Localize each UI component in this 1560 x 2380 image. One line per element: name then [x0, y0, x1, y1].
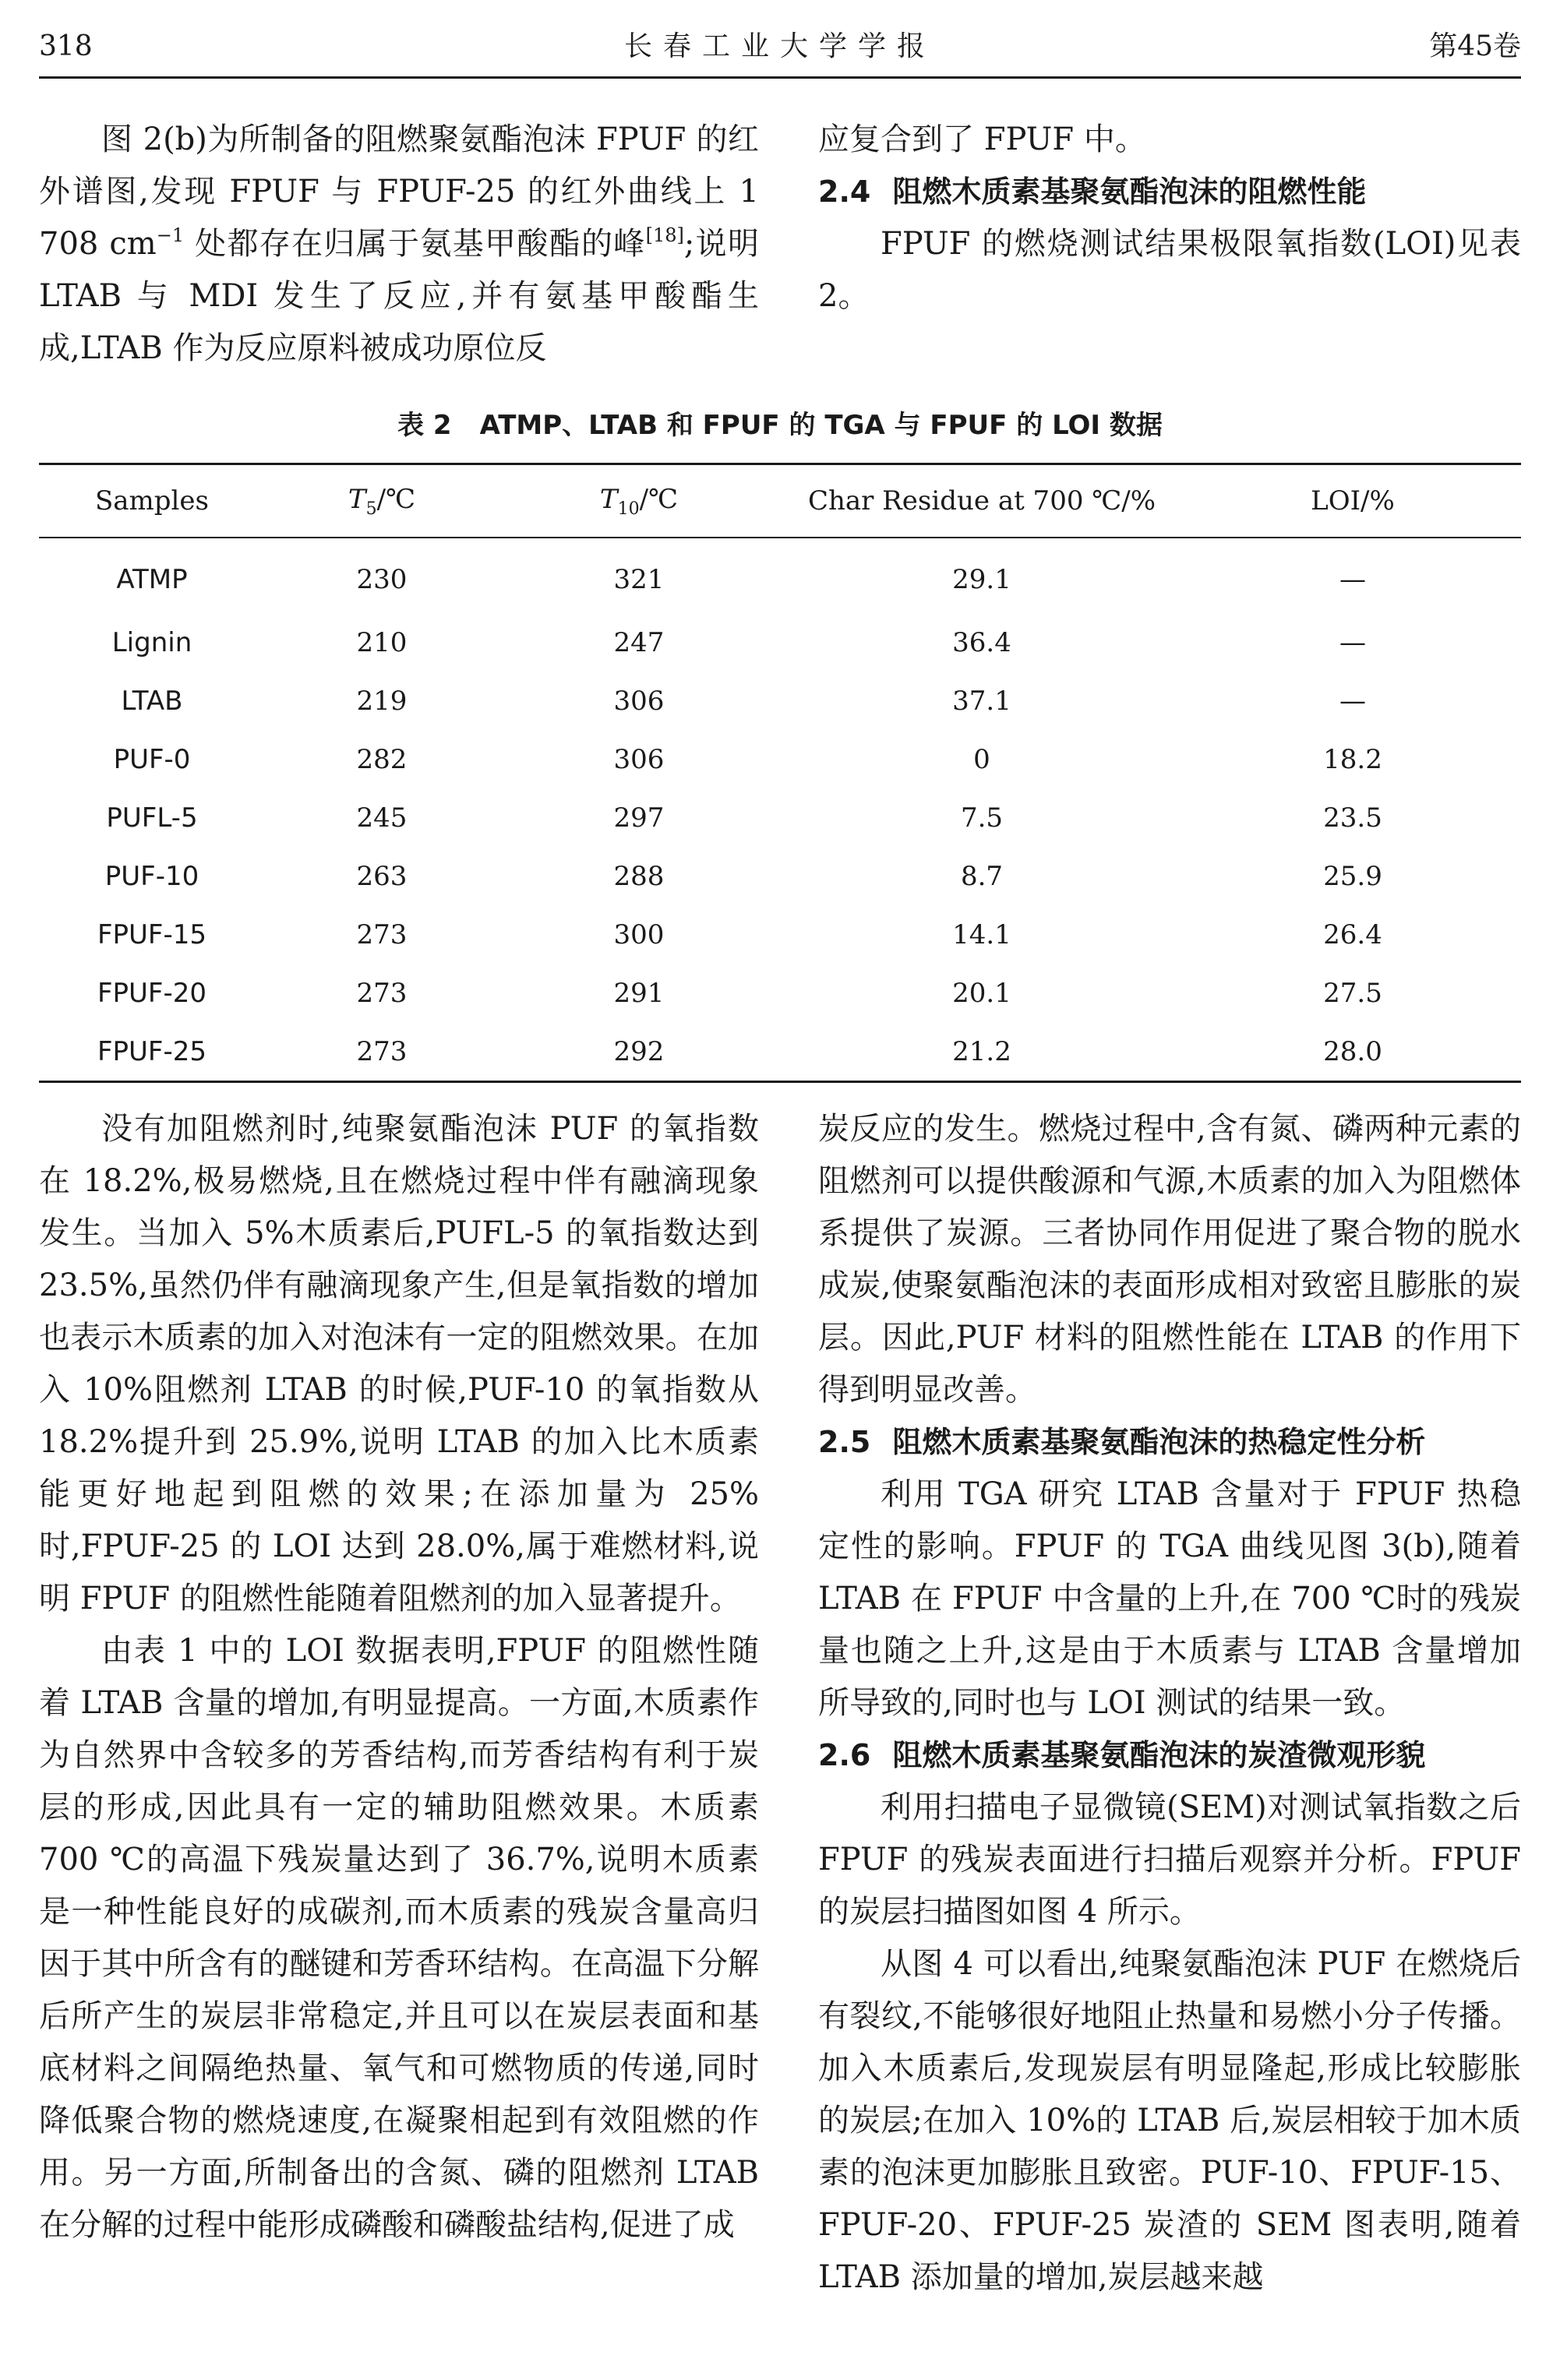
header-samples: Samples [94, 485, 209, 517]
header-char-residue: Char Residue at 700 ℃/% [807, 485, 1156, 517]
table-row [39, 1022, 1521, 1082]
table-row [39, 847, 1521, 905]
table-row [39, 788, 1521, 847]
top-left-column [39, 114, 759, 375]
paragraph-continuation: 应复合到了 FPUF 中。 [818, 122, 1146, 157]
citation-18: [18] [645, 224, 684, 246]
cell-t10: 291 [613, 977, 665, 1009]
page-number: 318 [39, 30, 93, 62]
cell-sample: PUF-10 [104, 860, 199, 892]
cell-loi: 18.2 [1323, 743, 1382, 775]
cell-char: 14.1 [952, 919, 1011, 950]
paragraph-sem-method: 利用扫描电子显微镜(SEM)对测试氧指数之后 FPUF 的残炭表面进行扫描后观察并分析。FPUF 的炭层扫描图如图 4 所示。 [818, 1789, 1521, 1930]
cell-t5: 282 [356, 743, 408, 775]
cell-sample: Lignin [111, 626, 192, 658]
cell-loi: 25.9 [1323, 860, 1382, 892]
cell-t5: 273 [356, 919, 408, 950]
cell-t5: 219 [356, 685, 408, 717]
paragraph-loi-results: 没有加阻燃剂时,纯聚氨酯泡沫 PUF 的氧指数在 18.2%,极易燃烧,且在燃烧过程中伴有融滴现象发生。当加入 5%木质素后,PUFL-5 的氧指数达到 23.5%,虽然仍伴有融滴现象产生,但是氧指数的增加也表示木质素的加入对泡沫有一定的阻燃效果。在加入 10%阻燃剂 LTAB 的时候,PUF-10 的氧指数从 18.2%提升到 25.9%,说明 LTAB 的加入比木质素能更好地起到阻燃的效果;在添加量为 25%时,FPUF-25 的 LOI 达到 28.0%,属于难燃材料,说明 FPUF 的阻燃性能随着阻燃剂的加入显著提升。 [39, 1111, 759, 1617]
cell-sample: ATMP [116, 564, 188, 595]
cell-char: 29.1 [952, 564, 1011, 595]
cell-char: 36.4 [952, 626, 1011, 658]
cell-t5: 210 [356, 626, 408, 658]
journal-title: 长春工业大学学报 [623, 30, 936, 62]
cell-t10: 292 [613, 1035, 665, 1067]
paragraph-loi-intro: FPUF 的燃烧测试结果极限氧指数(LOI)见表 2。 [818, 226, 1521, 314]
cell-char: 8.7 [960, 860, 1004, 892]
header-loi: LOI/% [1311, 485, 1395, 517]
cell-char: 21.2 [952, 1035, 1011, 1067]
cell-loi: 26.4 [1323, 919, 1382, 950]
cell-char: 0 [973, 743, 990, 775]
table-row [39, 538, 1521, 613]
paragraph-ir-spectrum: 图 2(b)为所制备的阻燃聚氨酯泡沫 FPUF 的红外谱图,发现 FPUF 与 FPUF-25 的红外曲线上 1 708 $cm^{-1}$ 处都存在归属于氨基甲酸酯的峰[18];说明 LTAB 与 MDI 发生了反应,并有氨基甲酸酯生成,LTAB 作为反应原料被成功原位反 [39, 122, 759, 366]
section-heading-2-5: 2.5 阻燃木质素基聚氨酯泡沫的热稳定性分析 [818, 1425, 1426, 1459]
cell-t10: 306 [613, 743, 665, 775]
paragraph-sem-results: 从图 4 可以看出,纯聚氨酯泡沫 PUF 在燃烧后有裂纹,不能够很好地阻止热量和易燃小分子传播。加入木质素后,发现炭层有明显隆起,形成比较膨胀的炭层;在加入 10%的 LTAB 后,炭层相较于加木质素的泡沫更加膨胀且致密。PUF-10、FPUF-15、FPUF-20、FPUF-25 炭渣的 SEM 图表明,随着 LTAB 添加量的增加,炭层越来越 [818, 1946, 1521, 2295]
running-header [39, 22, 1521, 72]
cell-t10: 306 [613, 685, 665, 717]
cell-sample: PUF-0 [113, 743, 191, 775]
cell-char: 7.5 [960, 802, 1004, 834]
cell-t5: 273 [356, 1035, 408, 1067]
cell-t10: 297 [613, 802, 665, 834]
cell-sample: LTAB [121, 685, 183, 717]
bottom-right-column [818, 1103, 1521, 2304]
cell-t5: 263 [356, 860, 408, 892]
cell-loi: 28.0 [1323, 1035, 1382, 1067]
paragraph-lignin-mechanism: 由表 1 中的 LOI 数据表明,FPUF 的阻燃性随着 LTAB 含量的增加,有明显提高。一方面,木质素作为自然界中含较多的芳香结构,而芳香结构有利于炭层的形成,因此具有一定的辅助阻燃效果。木质素 700 ℃的高温下残炭量达到了 36.7%,说明木质素是一种性能良好的成碳剂,而木质素的残炭含量高归因于其中所含有的醚键和芳香环结构。在高温下分解后所产生的炭层非常稳定,并且可以在炭层表面和基底材料之间隔绝热量、氧气和可燃物质的传递,同时降低聚合物的燃烧速度,在凝聚相起到有效阻燃的作用。另一方面,所制备出的含氮、磷的阻燃剂 LTAB 在分解的过程中能形成磷酸和磷酸盐结构,促进了成 [39, 1633, 759, 2243]
table-row [39, 964, 1521, 1022]
cell-t10: 288 [613, 860, 665, 892]
cell-sample: FPUF-15 [97, 919, 207, 950]
section-heading-2-4: 2.4 阻燃木质素基聚氨酯泡沫的阻燃性能 [818, 175, 1367, 209]
cell-loi: 27.5 [1323, 977, 1382, 1009]
data-table [39, 463, 1521, 1083]
cell-loi: — [1339, 564, 1366, 595]
cell-sample: PUFL-5 [106, 802, 198, 834]
cell-t5: 245 [356, 802, 408, 834]
header-rule [39, 76, 1521, 79]
cell-char: 20.1 [952, 977, 1011, 1009]
header-t5: $T_5/℃$ [348, 483, 416, 519]
cell-char: 37.1 [952, 685, 1011, 717]
cell-sample: FPUF-25 [97, 1035, 207, 1067]
volume-label: 第45卷 [1429, 30, 1521, 62]
section-heading-2-6: 2.6 阻燃木质素基聚氨酯泡沫的炭渣微观形貌 [818, 1738, 1426, 1772]
table-caption [39, 404, 1521, 447]
cell-t10: 247 [613, 626, 665, 658]
table-row [39, 672, 1521, 730]
cell-t5: 273 [356, 977, 408, 1009]
table-title: ATMP、LTAB 和 FPUF 的 TGA 与 FPUF 的 LOI 数据 [479, 410, 1163, 441]
cell-sample: FPUF-20 [97, 977, 207, 1009]
table-row [39, 730, 1521, 788]
paragraph-tga: 利用 TGA 研究 LTAB 含量对于 FPUF 热稳定性的影响。FPUF 的 TGA 曲线见图 3(b),随着 LTAB 在 FPUF 中含量的上升,在 700 ℃时的残炭量也随之上升,这是由于木质素与 LTAB 含量增加所导致的,同时也与 LOI 测试的结果一致。 [818, 1476, 1521, 1721]
cell-t5: 230 [356, 564, 408, 595]
header-t10: $T_{10}/℃$ [599, 483, 679, 519]
table-label: 表 2 [397, 410, 452, 441]
cell-loi: — [1339, 685, 1366, 717]
bottom-left-column [39, 1103, 759, 2251]
cell-loi: 23.5 [1323, 802, 1382, 834]
paragraph-synergy: 炭反应的发生。燃烧过程中,含有氮、磷两种元素的阻燃剂可以提供酸源和气源,木质素的加入为阻燃体系提供了炭源。三者协同作用促进了聚合物的脱水成炭,使聚氨酯泡沫的表面形成相对致密且膨胀的炭层。因此,PUF 材料的阻燃性能在 LTAB 的作用下得到明显改善。 [818, 1111, 1521, 1408]
top-right-column [818, 114, 1521, 323]
cell-t10: 321 [613, 564, 665, 595]
cell-loi: — [1339, 626, 1366, 658]
table-header-row [39, 464, 1521, 538]
table-row [39, 613, 1521, 672]
cell-t10: 300 [613, 919, 665, 950]
table-row [39, 905, 1521, 964]
